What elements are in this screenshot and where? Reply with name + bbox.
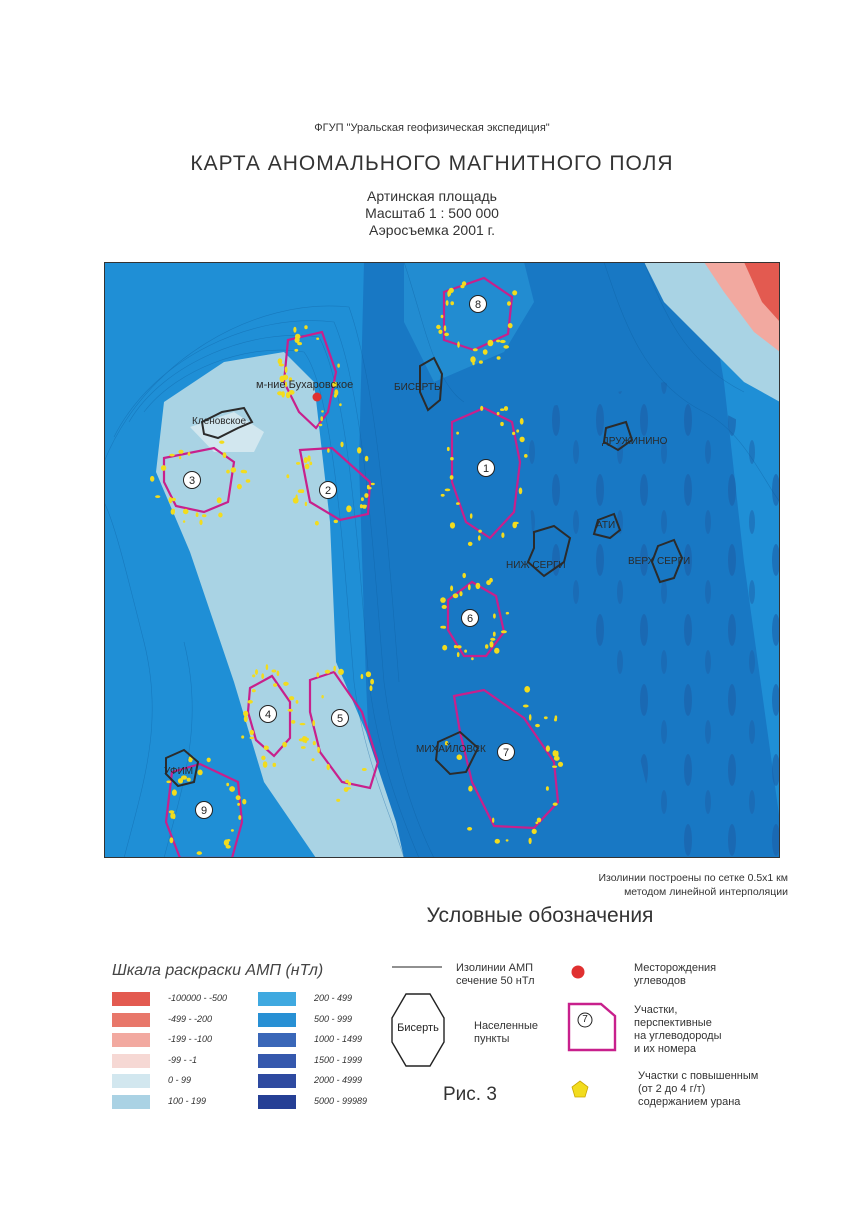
uranium-dot xyxy=(501,630,507,633)
uranium-dot xyxy=(316,672,319,677)
uranium-dot xyxy=(490,641,494,647)
isoline-symbol xyxy=(392,964,444,970)
label-klenovskoe: Кленовское xyxy=(192,416,247,427)
uranium-dot xyxy=(273,763,277,767)
label-biserть: БИСЕРТЬ xyxy=(394,382,441,393)
uranium-dot xyxy=(519,488,523,495)
uranium-dot xyxy=(467,827,472,831)
uranium-dot xyxy=(554,718,557,721)
uranium-dot xyxy=(457,652,460,657)
uranium-dot xyxy=(289,696,294,700)
uranium-dot xyxy=(250,737,255,739)
scale-label: -499 - -200 xyxy=(168,1013,213,1024)
uranium-dot xyxy=(252,689,256,692)
uranium-dot xyxy=(199,520,202,526)
scale-swatch xyxy=(258,1095,296,1109)
uranium-dot xyxy=(436,325,441,329)
uranium-dot xyxy=(493,632,496,637)
uranium-dot xyxy=(229,786,235,792)
uranium-dot xyxy=(489,578,493,583)
settlement-sample: Бисерть xyxy=(397,1022,439,1034)
uranium-dot xyxy=(242,799,246,805)
uranium-dot xyxy=(361,497,364,501)
uranium-dot xyxy=(202,514,207,517)
scale-swatch xyxy=(112,1033,150,1047)
uranium-dot xyxy=(179,456,181,459)
uranium-dot xyxy=(441,494,445,497)
uranium-dot xyxy=(307,455,310,462)
uranium-dot xyxy=(468,542,473,546)
uranium-dot xyxy=(362,505,367,508)
uranium-dot xyxy=(188,758,192,763)
uranium-dot xyxy=(442,605,447,609)
uranium-dot xyxy=(529,838,532,844)
uranium-dot xyxy=(170,837,174,843)
uranium-dot xyxy=(512,432,515,435)
area-number-2: 2 xyxy=(324,485,332,497)
scale-swatch xyxy=(258,992,296,1006)
uranium-dot xyxy=(492,818,494,823)
uranium-dot xyxy=(340,442,343,448)
uranium-dot xyxy=(171,509,175,515)
uranium-dot xyxy=(480,406,483,411)
area-number-6: 6 xyxy=(466,613,474,625)
uranium-dot xyxy=(500,422,504,426)
uranium-dot xyxy=(188,452,191,456)
uranium-dot xyxy=(506,839,509,841)
scale-label: -100000 - -500 xyxy=(168,993,228,1003)
uranium-dot xyxy=(444,325,447,331)
figure-number: Рис. 3 xyxy=(443,1084,497,1105)
uranium-dot xyxy=(468,584,471,590)
uranium-dot xyxy=(447,447,450,451)
uranium-dot xyxy=(512,290,517,295)
uranium-dot xyxy=(468,786,472,792)
uranium-dot xyxy=(297,342,302,345)
area-number-7: 7 xyxy=(502,747,510,759)
uranium-dot xyxy=(264,746,269,751)
uranium-dot xyxy=(312,720,315,726)
uranium-dot xyxy=(291,720,295,724)
scale-swatch xyxy=(112,1074,150,1088)
uranium-dot xyxy=(496,340,500,343)
uranium-dot xyxy=(252,674,255,677)
scale-swatch xyxy=(258,1033,296,1047)
uranium-dot xyxy=(370,685,373,691)
uranium-dot xyxy=(325,670,331,674)
uranium-dot xyxy=(315,521,319,526)
uranium-dot xyxy=(554,756,560,761)
uranium-dot xyxy=(261,673,264,679)
uranium-dot xyxy=(169,454,174,457)
uranium-dot xyxy=(286,474,289,478)
uranium-dot xyxy=(488,340,494,347)
uranium-dot xyxy=(516,429,519,432)
uranium-dot xyxy=(535,724,540,727)
uranium-dot xyxy=(295,494,297,500)
uranium-dot xyxy=(440,597,446,603)
settlements-label: Населенные пункты xyxy=(474,1020,539,1045)
uranium-dot xyxy=(462,281,466,286)
uranium-dot xyxy=(320,416,323,421)
uranium-dot xyxy=(493,613,496,618)
uranium-dot xyxy=(506,612,509,615)
scale-swatch xyxy=(112,1095,150,1109)
uranium-dot xyxy=(250,730,254,735)
uranium-dot xyxy=(348,782,351,786)
uranium-dot xyxy=(456,432,459,435)
uranium-dot xyxy=(316,338,319,340)
uranium-dot xyxy=(512,522,517,529)
uranium-dot xyxy=(553,803,558,806)
area-number-4: 4 xyxy=(264,709,272,721)
uranium-dot xyxy=(224,839,229,846)
uranium-dot xyxy=(226,470,230,474)
area-number-3: 3 xyxy=(188,475,196,487)
uranium-dot xyxy=(441,315,444,318)
uranium-dot xyxy=(476,583,481,589)
label-verkhserti: ВЕРХ СЕРГИ xyxy=(628,556,691,567)
areas-label: Участки, перспективные на углеводороды и их номера xyxy=(634,1004,722,1055)
scale-label: 2000 - 4999 xyxy=(314,1075,363,1085)
uranium-dot xyxy=(218,513,222,518)
uranium-dot xyxy=(155,495,160,498)
uranium-dot xyxy=(447,290,450,297)
uranium-dot xyxy=(472,361,474,365)
uranium-dot xyxy=(183,520,185,523)
uranium-dot xyxy=(478,530,482,533)
uranium-dot xyxy=(453,593,459,598)
uranium-dot xyxy=(478,535,481,541)
uranium-dot xyxy=(504,406,508,411)
uranium-dot xyxy=(226,783,229,786)
uranium-dot xyxy=(290,709,293,711)
note-grid: Изолинии построены по сетке 0.5х1 км xyxy=(598,872,788,884)
uranium-dot xyxy=(520,418,524,425)
scale-label: 5000 - 99989 xyxy=(314,1095,368,1106)
uranium-dot xyxy=(309,462,312,466)
scale-swatch xyxy=(112,992,150,1006)
uranium-dot xyxy=(546,745,550,751)
legend-title: Условные обозначения xyxy=(426,904,654,927)
uranium-dot xyxy=(367,485,370,489)
uranium-dot xyxy=(237,803,240,806)
uranium-dot xyxy=(178,450,183,454)
uranium-dot xyxy=(338,669,344,675)
scale-label: 1500 - 1999 xyxy=(314,1054,363,1065)
uranium-dot xyxy=(246,479,251,482)
uranium-dot xyxy=(301,746,306,749)
uranium-dot xyxy=(364,493,368,498)
uranium-dot xyxy=(296,700,299,704)
uranium-dot xyxy=(450,475,454,480)
uranium-dot xyxy=(231,467,237,472)
area-symbol-number: 7 xyxy=(582,1014,588,1025)
scale-label: -99 - -1 xyxy=(168,1054,198,1065)
uranium-dot xyxy=(371,483,375,485)
uranium-dot xyxy=(497,356,501,359)
uranium-dot xyxy=(169,497,173,503)
uranium-dot xyxy=(219,441,224,444)
deposit-label: м-ние Бухаровское xyxy=(256,379,354,391)
area-name: Артинская площадь xyxy=(367,188,497,204)
scale-swatch xyxy=(258,1074,296,1088)
uranium-dot xyxy=(305,464,310,470)
map-scale: Масштаб 1 : 500 000 xyxy=(365,205,499,221)
uranium-dot xyxy=(183,509,189,514)
map-title: КАРТА АНОМАЛЬНОГО МАГНИТНОГО ПОЛЯ xyxy=(190,152,674,175)
uranium-dot xyxy=(457,341,460,347)
uranium-dot xyxy=(500,340,506,343)
uranium-dot xyxy=(556,751,558,757)
uranium-dot xyxy=(321,410,324,412)
uranium-dot xyxy=(366,671,371,677)
uranium-dot xyxy=(272,670,277,673)
uranium-dot xyxy=(207,758,211,763)
scale-title: Шкала раскраски АМП (нТл) xyxy=(112,962,324,979)
uranium-dot xyxy=(470,513,473,519)
uranium-dot xyxy=(223,452,227,458)
scale-label: 200 - 499 xyxy=(314,993,353,1003)
scale-swatch xyxy=(258,1054,296,1068)
uranium-dot xyxy=(440,626,445,629)
uranium-dot xyxy=(294,349,298,352)
uranium-dot xyxy=(304,325,307,329)
uranium-dot xyxy=(217,497,222,503)
uranium-dot xyxy=(457,645,462,648)
uranium-dot xyxy=(370,679,374,685)
scale-label: 1000 - 1499 xyxy=(314,1034,363,1044)
uranium-dot xyxy=(283,682,288,686)
uranium-dot xyxy=(150,476,154,482)
uranium-dot xyxy=(244,716,248,723)
uranium-dot xyxy=(462,573,466,578)
uranium-dot xyxy=(464,650,467,653)
uranium-dot xyxy=(544,716,548,719)
uranium-dot xyxy=(473,348,478,351)
uranium-dot xyxy=(187,778,191,782)
uranium-dot xyxy=(313,741,316,745)
uranium-dot xyxy=(169,810,175,813)
uranium-dot xyxy=(365,456,369,462)
uranium-dot xyxy=(327,764,330,770)
uranium-dot xyxy=(507,301,511,306)
scale-label: 500 - 999 xyxy=(314,1013,353,1024)
uranium-dot xyxy=(508,323,513,328)
uranium-dot xyxy=(336,799,340,802)
uranium-dot xyxy=(362,768,367,771)
uranium-dot xyxy=(298,489,303,493)
uranium-dot xyxy=(277,671,280,677)
uranium-dot xyxy=(293,327,296,333)
label-mikhaylovsk: МИХАЙЛОВСК xyxy=(416,744,486,755)
label-arti: АТИ xyxy=(596,520,616,531)
uranium-dot xyxy=(494,648,499,654)
uranium-dot xyxy=(339,403,342,406)
uranium-dot xyxy=(334,520,338,523)
uranium-dot xyxy=(532,829,537,834)
uranium-dot xyxy=(454,645,457,648)
uranium-dot xyxy=(277,391,283,395)
uranium-dot xyxy=(442,645,447,651)
scale-swatch xyxy=(258,1013,296,1027)
uranium-dot xyxy=(172,498,176,501)
uranium-dot xyxy=(263,761,268,768)
uranium-dot xyxy=(319,424,323,426)
uranium-dot xyxy=(273,683,277,687)
uranium-dot xyxy=(520,437,525,443)
uranium-dot xyxy=(485,644,488,649)
area-number-8: 8 xyxy=(474,299,482,311)
organization-label: ФГУП "Уральская геофизическая экспедиция" xyxy=(314,122,550,134)
uranium-dot xyxy=(456,502,460,505)
uranium-dot xyxy=(231,829,234,832)
uranium-dot xyxy=(501,532,504,538)
survey-year: Аэросъемка 2001 г. xyxy=(369,222,495,238)
uranium-dot xyxy=(479,360,483,363)
uranium-dot xyxy=(327,448,330,453)
uranium-dot xyxy=(172,789,177,795)
uranium-dot xyxy=(450,301,454,305)
uranium-dot xyxy=(333,666,336,672)
uranium-dot xyxy=(197,851,202,855)
uranium-dot xyxy=(236,795,241,800)
uranium-dot xyxy=(450,522,455,528)
uranium-dot xyxy=(305,502,307,506)
uranium-dot xyxy=(529,714,532,721)
uranium-dot xyxy=(237,484,242,489)
uranium-dot xyxy=(535,822,538,825)
uranium-dot xyxy=(495,839,500,844)
uranium-dot xyxy=(244,470,247,473)
uranium-dot xyxy=(166,781,171,784)
uranium-dot xyxy=(497,412,500,415)
uranium-dot xyxy=(558,762,563,767)
uranium-dot xyxy=(248,700,253,704)
scale-label: 100 - 199 xyxy=(168,1095,207,1106)
uranium-dot xyxy=(302,736,306,743)
area-number-5: 5 xyxy=(336,713,344,725)
uranium-dot xyxy=(357,447,361,453)
uranium-dot xyxy=(346,505,351,512)
magnetic-field-map xyxy=(104,262,780,858)
uranium-dot xyxy=(285,367,288,373)
uranium-dot xyxy=(459,591,462,596)
uranium-dot xyxy=(523,705,529,708)
uranium-dot xyxy=(450,457,454,460)
uranium-dot xyxy=(552,766,557,768)
uranium-dot xyxy=(296,462,300,465)
uranium-dot xyxy=(304,457,308,463)
scale-label: -199 - -100 xyxy=(168,1034,213,1044)
uranium-dot xyxy=(317,747,320,753)
uranium-dot xyxy=(278,358,283,364)
uranium-dot xyxy=(345,787,351,789)
uranium-dot xyxy=(261,756,265,761)
uranium-dot xyxy=(255,669,258,675)
scale-label: 0 - 99 xyxy=(168,1075,192,1085)
area-symbol xyxy=(565,1000,619,1054)
uranium-dot xyxy=(524,686,530,693)
uranium-label: Участки с повышенным (от 2 до 4 г/т) содержанием урана xyxy=(638,1070,759,1108)
area-number-1: 1 xyxy=(482,463,490,475)
uranium-dot xyxy=(445,489,451,492)
uranium-dot xyxy=(282,742,287,748)
scale-swatch xyxy=(112,1054,150,1068)
uranium-dot xyxy=(300,723,306,725)
uranium-dot xyxy=(361,674,364,679)
uranium-dot xyxy=(311,758,314,761)
uranium-dot xyxy=(500,408,504,411)
uranium-dot xyxy=(457,754,463,760)
uranium-dot xyxy=(170,813,174,819)
uranium-dot xyxy=(483,349,488,355)
label-druzhinino: ДРУЖИНИНО xyxy=(602,436,668,447)
uranium-dot xyxy=(490,638,495,641)
deposit-symbol xyxy=(570,964,586,980)
uranium-dot xyxy=(266,664,269,670)
uranium-dot xyxy=(161,465,166,471)
uranium-dot xyxy=(241,735,244,738)
area-number-9: 9 xyxy=(200,805,208,817)
uranium-dot xyxy=(337,364,340,368)
deposits-label: Месторождения углеводов xyxy=(634,962,717,987)
uranium-dot xyxy=(238,815,241,820)
uranium-dot xyxy=(546,786,549,791)
scale-swatch xyxy=(112,1013,150,1027)
isolines-label: Изолинии АМП сечение 50 нТл xyxy=(456,962,535,987)
label-ufim: УФИМ xyxy=(164,766,194,777)
uranium-dot xyxy=(524,454,528,458)
uranium-dot xyxy=(196,512,199,517)
label-nizhserti: НИЖ СЕРГИ xyxy=(506,560,566,571)
uranium-dot xyxy=(503,345,509,349)
uranium-dot xyxy=(446,300,449,306)
uranium-dot xyxy=(444,333,449,337)
uranium-symbol xyxy=(571,1080,589,1098)
uranium-dot xyxy=(321,695,323,698)
uranium-dot xyxy=(471,657,474,660)
uranium-dot xyxy=(450,585,453,591)
note-interpolation: методом линейной интерполяции xyxy=(624,886,788,898)
uranium-dot xyxy=(438,330,442,334)
deposit-marker xyxy=(313,393,322,402)
uranium-dot xyxy=(198,770,203,776)
